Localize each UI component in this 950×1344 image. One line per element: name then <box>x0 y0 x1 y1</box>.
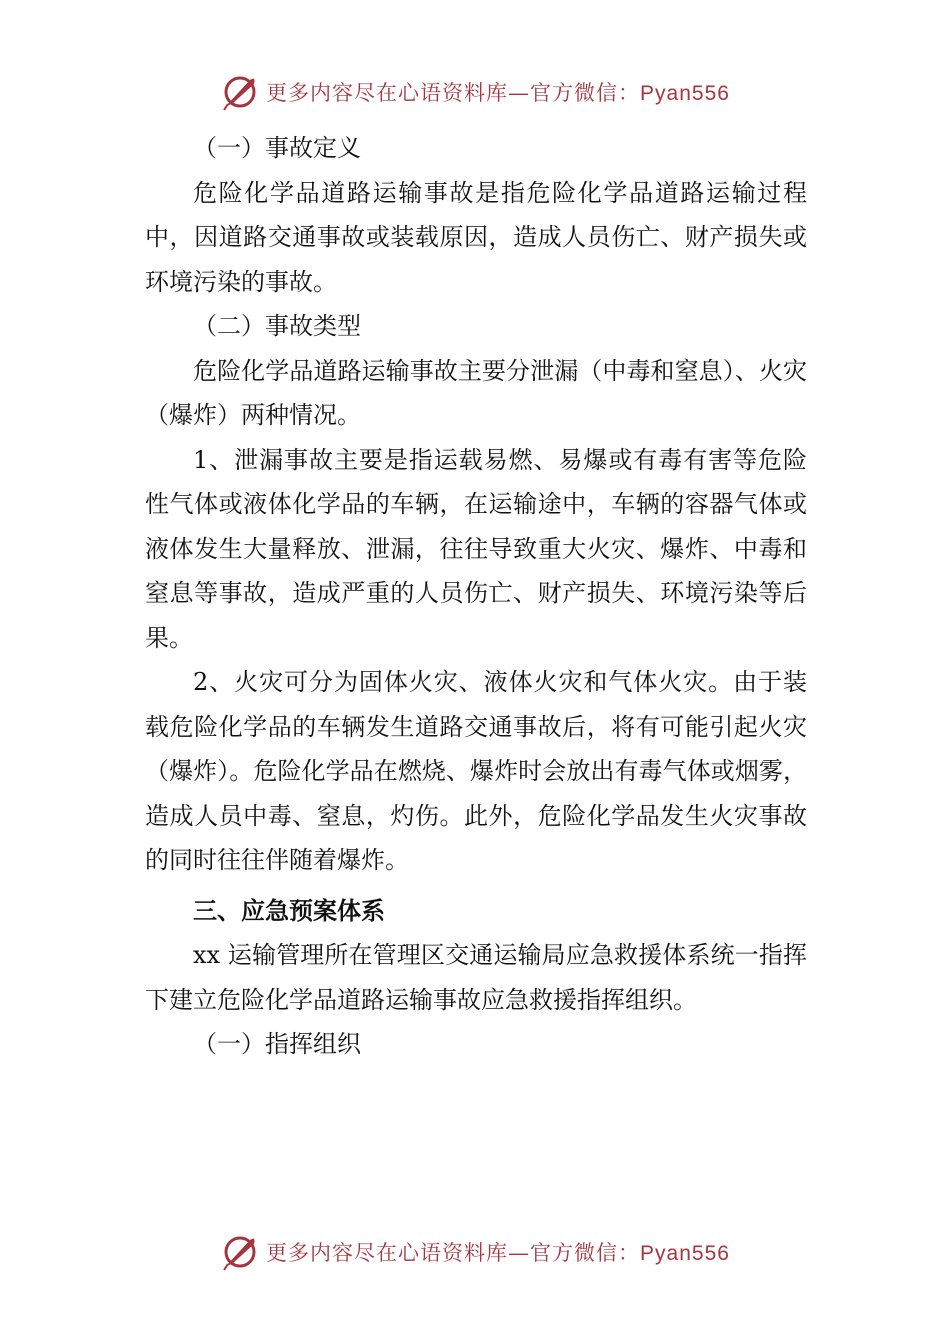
header-banner <box>0 70 950 114</box>
wechat-id: Pyan556 <box>640 1242 730 1265</box>
heading-emergency-plan: 三、应急预案体系 <box>193 896 385 925</box>
section-title-types: （二）事故类型 <box>193 312 361 340</box>
section-title-definition: （一）事故定义 <box>193 134 361 162</box>
quill-logo-icon <box>220 72 260 112</box>
banner-text: 更多内容尽在心语资料库—官方微信：Pyan556 <box>266 1241 730 1265</box>
quill-logo-icon <box>220 1232 260 1272</box>
banner-text: 更多内容尽在心语资料库—官方微信：Pyan556 <box>266 81 730 105</box>
paragraph-emergency: xx 运输管理所在管理区交通运输局应急救援体系统一指挥下建立危险化学品道路运输事故应急救援指挥组织。 <box>145 941 807 1014</box>
paragraph-leakage: 1、泄漏事故主要是指运载易燃、易爆或有毒有害等危险性气体或液体化学品的车辆，在运输途中，车辆的容器气体或液体发生大量释放、泄漏，往往导致重大火灾、爆炸、中毒和窒息等事故，造成严重的人员伤亡、财产损失、环境污染等后果。 <box>145 445 807 652</box>
paragraph-definition: 危险化学品道路运输事故是指危险化学品道路运输过程中，因道路交通事故或装载原因，造成人员伤亡、财产损失或环境污染的事故。 <box>145 178 807 296</box>
footer-banner <box>0 1230 950 1274</box>
paragraph-fire: 2、火灾可分为固体火灾、液体火灾和气体火灾。由于装载危险化学品的车辆发生道路交通事故后，将有可能引起火灾（爆炸）。危险化学品在燃烧、爆炸时会放出有毒气体或烟雾，造成人员中毒、窒息，灼伤。此外，危险化学品发生火灾事故的同时往往伴随着爆炸。 <box>145 668 807 874</box>
paragraph-types: 危险化学品道路运输事故主要分泄漏（中毒和窒息）、火灾（爆炸）两种情况。 <box>145 356 807 429</box>
section-title-command: （一）指挥组织 <box>193 1030 361 1058</box>
wechat-id: Pyan556 <box>640 82 730 105</box>
document-body <box>145 126 807 1067</box>
